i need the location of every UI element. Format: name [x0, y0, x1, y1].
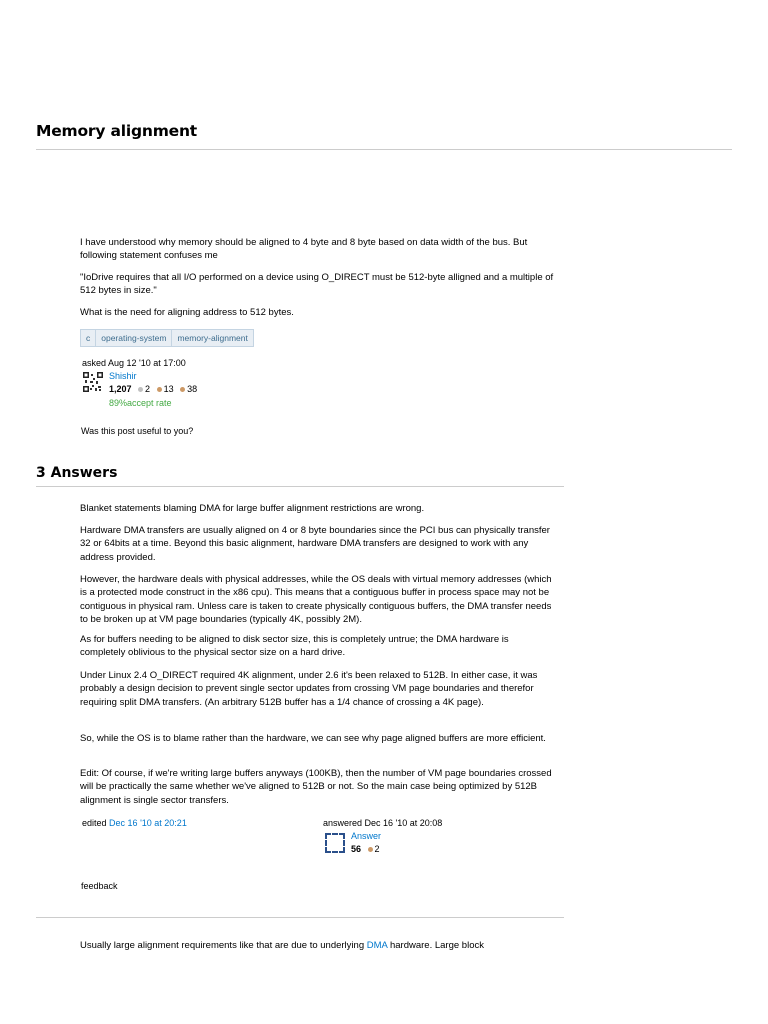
answerer-name[interactable]: Answer	[351, 831, 382, 841]
dma-link[interactable]: DMA	[366, 940, 388, 951]
answers-divider	[36, 486, 564, 487]
silver-badge-icon	[138, 387, 143, 392]
answer-divider	[36, 917, 564, 918]
answerer-stats	[351, 844, 380, 854]
question-paragraph-2: "IoDrive requires that all I/O performed on a device using O_DIRECT must be 512-byte alligned and a multiple of 512 bytes in size."	[80, 272, 554, 297]
answer1-paragraph-4: As for buffers needing to be aligned to disk sector size, this is completely untrue; the DMA hardware is completely oblivious to the physical sector size on a hard drive.	[80, 634, 509, 659]
answer1-paragraph-3: However, the hardware deals with physical addresses, while the OS deals with virtual memory addresses (which is a protected mode construct in the x86 cpu). This means that a contiguous buffer in process space may not be contiguous in physical ram. Unless care is taken to create physically contiguous buffers, the DMA transfer needs to be broken up at VM page boundaries (typically 4K, possibly 2M).	[80, 574, 552, 626]
bronze-badge-icon	[157, 387, 162, 392]
answer1-paragraph-5: Under Linux 2.4 O_DIRECT required 4K alignment, under 2.6 it's been relaxed to 512B. In either case, it was probably a design decision to prevent single sector updates from crossing VM page boundaries and therefor requiring split DMA transfers. (An arbitrary 512B buffer has a 1/4 chance of crossing a 4K page).	[80, 670, 538, 708]
bronze-badge-icon	[180, 387, 185, 392]
pattern-avatar-icon	[323, 831, 347, 855]
edited-label: edited	[82, 818, 107, 828]
useful-prompt: Was this post useful to you?	[81, 426, 194, 436]
answerer-avatar[interactable]	[323, 831, 347, 860]
answer2-text-after: hardware. Large block	[387, 940, 484, 951]
title-divider	[36, 149, 732, 150]
qr-avatar-icon	[83, 372, 103, 392]
feedback-link[interactable]: feedback	[81, 881, 118, 891]
answer2-text-before: Usually large alignment requirements like that are due to underlying	[80, 940, 367, 951]
answer1-paragraph-1: Blanket statements blaming DMA for large buffer alignment restrictions are wrong.	[80, 503, 425, 514]
asker-stats	[109, 384, 197, 394]
question-paragraph-1: I have understood why memory should be aligned to 4 byte and 8 byte based on data width of the bus. But following statement confuses me	[80, 237, 528, 262]
asker-silver-count: 2	[145, 384, 151, 394]
answerer-bronze-count: 2	[374, 844, 380, 854]
answer1-paragraph-6: So, while the OS is to blame rather than the hardware, we can see why page aligned buffers are more efficient.	[80, 733, 546, 744]
asker-bronze-count-1: 13	[163, 384, 174, 394]
asked-timestamp: asked Aug 12 '10 at 17:00	[82, 358, 186, 368]
accept-rate: 89%accept rate	[109, 398, 172, 408]
tag-memory-alignment[interactable]: memory-alignment	[172, 329, 253, 347]
answerer-reputation: 56	[351, 844, 362, 854]
asker-avatar[interactable]	[83, 372, 103, 397]
answer2-paragraph-1	[80, 939, 558, 952]
asker-bronze-count-2: 38	[187, 384, 198, 394]
answer1-paragraph-7: Edit: Of course, if we're writing large buffers anyways (100KB), then the number of VM page boundaries crossed will be practically the same whether we've aligned to 512B or not. So the main case being optimized by 512B alignment is single sector transfers.	[80, 768, 552, 806]
question-title[interactable]: Memory alignment	[36, 122, 198, 140]
answers-count-heading: 3 Answers	[36, 465, 118, 481]
asker-name[interactable]: Shishir	[109, 371, 137, 381]
answered-timestamp: answered Dec 16 '10 at 20:08	[323, 818, 443, 828]
answer1-paragraph-2: Hardware DMA transfers are usually aligned on 4 or 8 byte boundaries since the PCI bus can physically transfer 32 or 64bits at a time. Beyond this basic alignment, hardware DMA transfers are designed to work with any address provided.	[80, 525, 550, 563]
edited-date-link[interactable]: Dec 16 '10 at 20:21	[109, 818, 187, 828]
tag-c[interactable]: c	[80, 329, 96, 347]
edited-info	[82, 818, 187, 828]
asker-reputation: 1,207	[109, 384, 132, 394]
bronze-badge-icon	[368, 847, 373, 852]
tag-operating-system[interactable]: operating-system	[96, 329, 172, 347]
question-paragraph-3: What is the need for aligning address to 512 bytes.	[80, 307, 294, 318]
question-tags	[80, 329, 254, 347]
